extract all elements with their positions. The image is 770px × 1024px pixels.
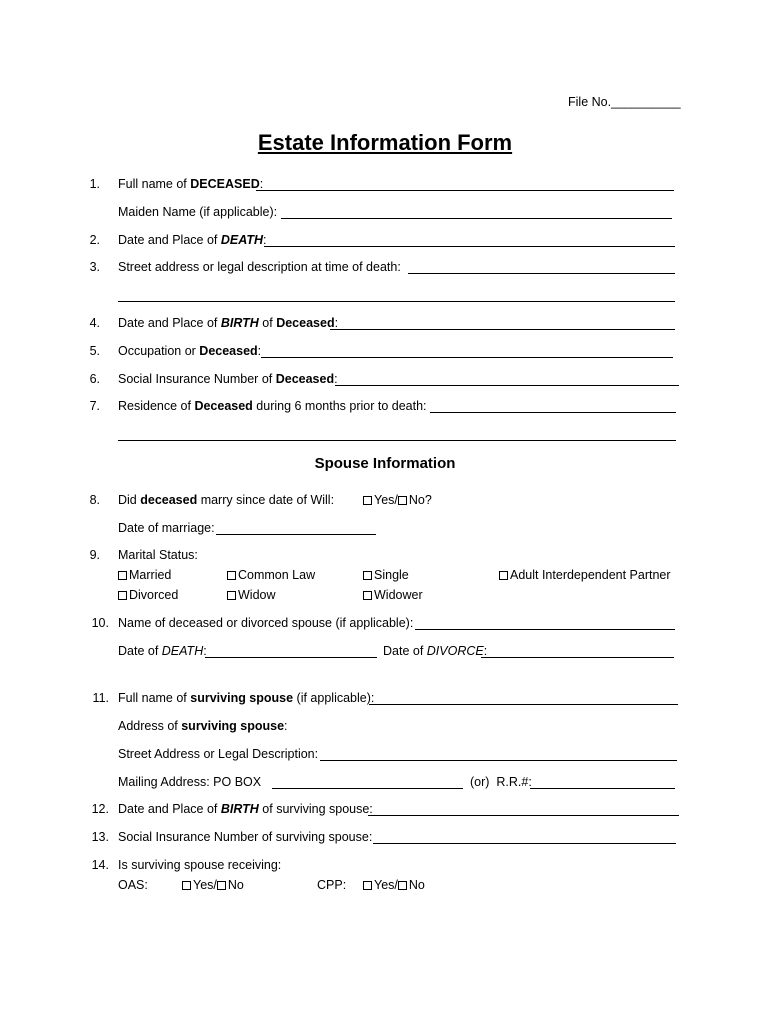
yes-checkbox[interactable] — [363, 496, 372, 505]
single-option[interactable]: Single — [363, 567, 409, 583]
q9-label: Marital Status: — [118, 548, 198, 562]
date-of-divorce-field[interactable] — [481, 657, 674, 658]
q3-label: Street address or legal description at time of death: — [118, 260, 401, 274]
checkbox-icon — [227, 591, 236, 600]
checkbox-icon — [118, 591, 127, 600]
q2-label: Date and Place of DEATH: — [118, 233, 267, 247]
widower-option[interactable]: Widower — [363, 587, 423, 603]
q11d-rr-label: (or) R.R.#: — [470, 775, 532, 789]
street-address-field[interactable] — [320, 760, 677, 761]
adult-interdependent-partner-option[interactable]: Adult Interdependent Partner — [499, 567, 671, 583]
q5-field[interactable] — [261, 357, 673, 358]
q11-label: Full name of surviving spouse (if applicable): — [118, 691, 375, 705]
q12-field[interactable] — [368, 815, 679, 816]
file-number-blank[interactable]: __________ — [611, 95, 681, 109]
oas-yes-checkbox[interactable] — [182, 881, 191, 890]
section-heading-spouse: Spouse Information — [314, 455, 456, 472]
no-checkbox[interactable] — [398, 496, 407, 505]
q10b-divorce-label: Date of DIVORCE: — [383, 644, 488, 658]
q1b-field[interactable] — [281, 218, 672, 219]
item-number: 11. — [92, 691, 109, 705]
oas-label: OAS: — [118, 878, 148, 892]
common-law-option[interactable]: Common Law — [227, 567, 315, 583]
checkbox-icon — [227, 571, 236, 580]
item-number: 7. — [89, 399, 100, 413]
item-number: 3. — [89, 260, 100, 274]
q1-label: Full name of DECEASED: — [118, 177, 264, 191]
q8-choices: Yes/ No? — [363, 492, 432, 508]
q7-field-continued[interactable] — [118, 440, 676, 441]
q14-label: Is surviving spouse receiving: — [118, 858, 282, 872]
item-number: 12. — [91, 802, 109, 816]
item-number: 8. — [89, 493, 100, 507]
q8b-field[interactable] — [216, 534, 376, 535]
q12-label: Date and Place of BIRTH of surviving spouse: — [118, 802, 373, 816]
item-number: 4. — [89, 316, 100, 330]
oas-choices: Yes/ No — [182, 877, 244, 893]
page-title: Estate Information Form — [257, 130, 513, 155]
item-number: 10. — [91, 616, 109, 630]
item-number: 5. — [89, 344, 100, 358]
q11-field[interactable] — [369, 704, 678, 705]
cpp-label: CPP: — [317, 878, 347, 892]
item-number: 9. — [89, 548, 100, 562]
q7-field[interactable] — [430, 412, 676, 413]
q11c-label: Street Address or Legal Description: — [118, 747, 319, 761]
oas-no-checkbox[interactable] — [217, 881, 226, 890]
po-box-field[interactable] — [272, 788, 463, 789]
item-number: 14. — [91, 858, 109, 872]
divorced-option[interactable]: Divorced — [118, 587, 178, 603]
date-of-death-field[interactable] — [205, 657, 377, 658]
q8b-label: Date of marriage: — [118, 521, 215, 535]
item-number: 1. — [89, 177, 100, 191]
q6-label: Social Insurance Number of Deceased: — [118, 372, 338, 386]
file-number — [568, 94, 681, 110]
checkbox-icon — [499, 571, 508, 580]
checkbox-icon — [118, 571, 127, 580]
cpp-choices: Yes/ No — [363, 877, 425, 893]
q7-label: Residence of Deceased during 6 months prior to death: — [118, 399, 427, 413]
widow-option[interactable]: Widow — [227, 587, 276, 603]
q10-field[interactable] — [415, 629, 675, 630]
q3-field[interactable] — [408, 273, 675, 274]
q5-label: Occupation or Deceased: — [118, 344, 262, 358]
q11b-label: Address of surviving spouse: — [118, 719, 288, 733]
file-number-label: File No. — [568, 95, 612, 109]
q4-label: Date and Place of BIRTH of Deceased: — [118, 316, 339, 330]
q6-field[interactable] — [335, 385, 679, 386]
q11d-pobox-label: Mailing Address: PO BOX — [118, 775, 262, 789]
item-number: 2. — [89, 233, 100, 247]
checkbox-icon — [363, 591, 372, 600]
item-number: 6. — [89, 372, 100, 386]
q13-field[interactable] — [373, 843, 676, 844]
q4-field[interactable] — [330, 329, 675, 330]
q1b-label: Maiden Name (if applicable): — [118, 205, 278, 219]
q2-field[interactable] — [264, 246, 675, 247]
q13-label: Social Insurance Number of surviving spouse: — [118, 830, 373, 844]
q10-label: Name of deceased or divorced spouse (if applicable): — [118, 616, 414, 630]
q1-field[interactable] — [256, 190, 674, 191]
rr-field[interactable] — [530, 788, 675, 789]
item-number: 13. — [91, 830, 109, 844]
cpp-no-checkbox[interactable] — [398, 881, 407, 890]
q8-label: Did deceased marry since date of Will: — [118, 493, 335, 507]
q10b-death-label: Date of DEATH: — [118, 644, 207, 658]
q3-field-continued[interactable] — [118, 301, 675, 302]
married-option[interactable]: Married — [118, 567, 171, 583]
checkbox-icon — [363, 571, 372, 580]
cpp-yes-checkbox[interactable] — [363, 881, 372, 890]
